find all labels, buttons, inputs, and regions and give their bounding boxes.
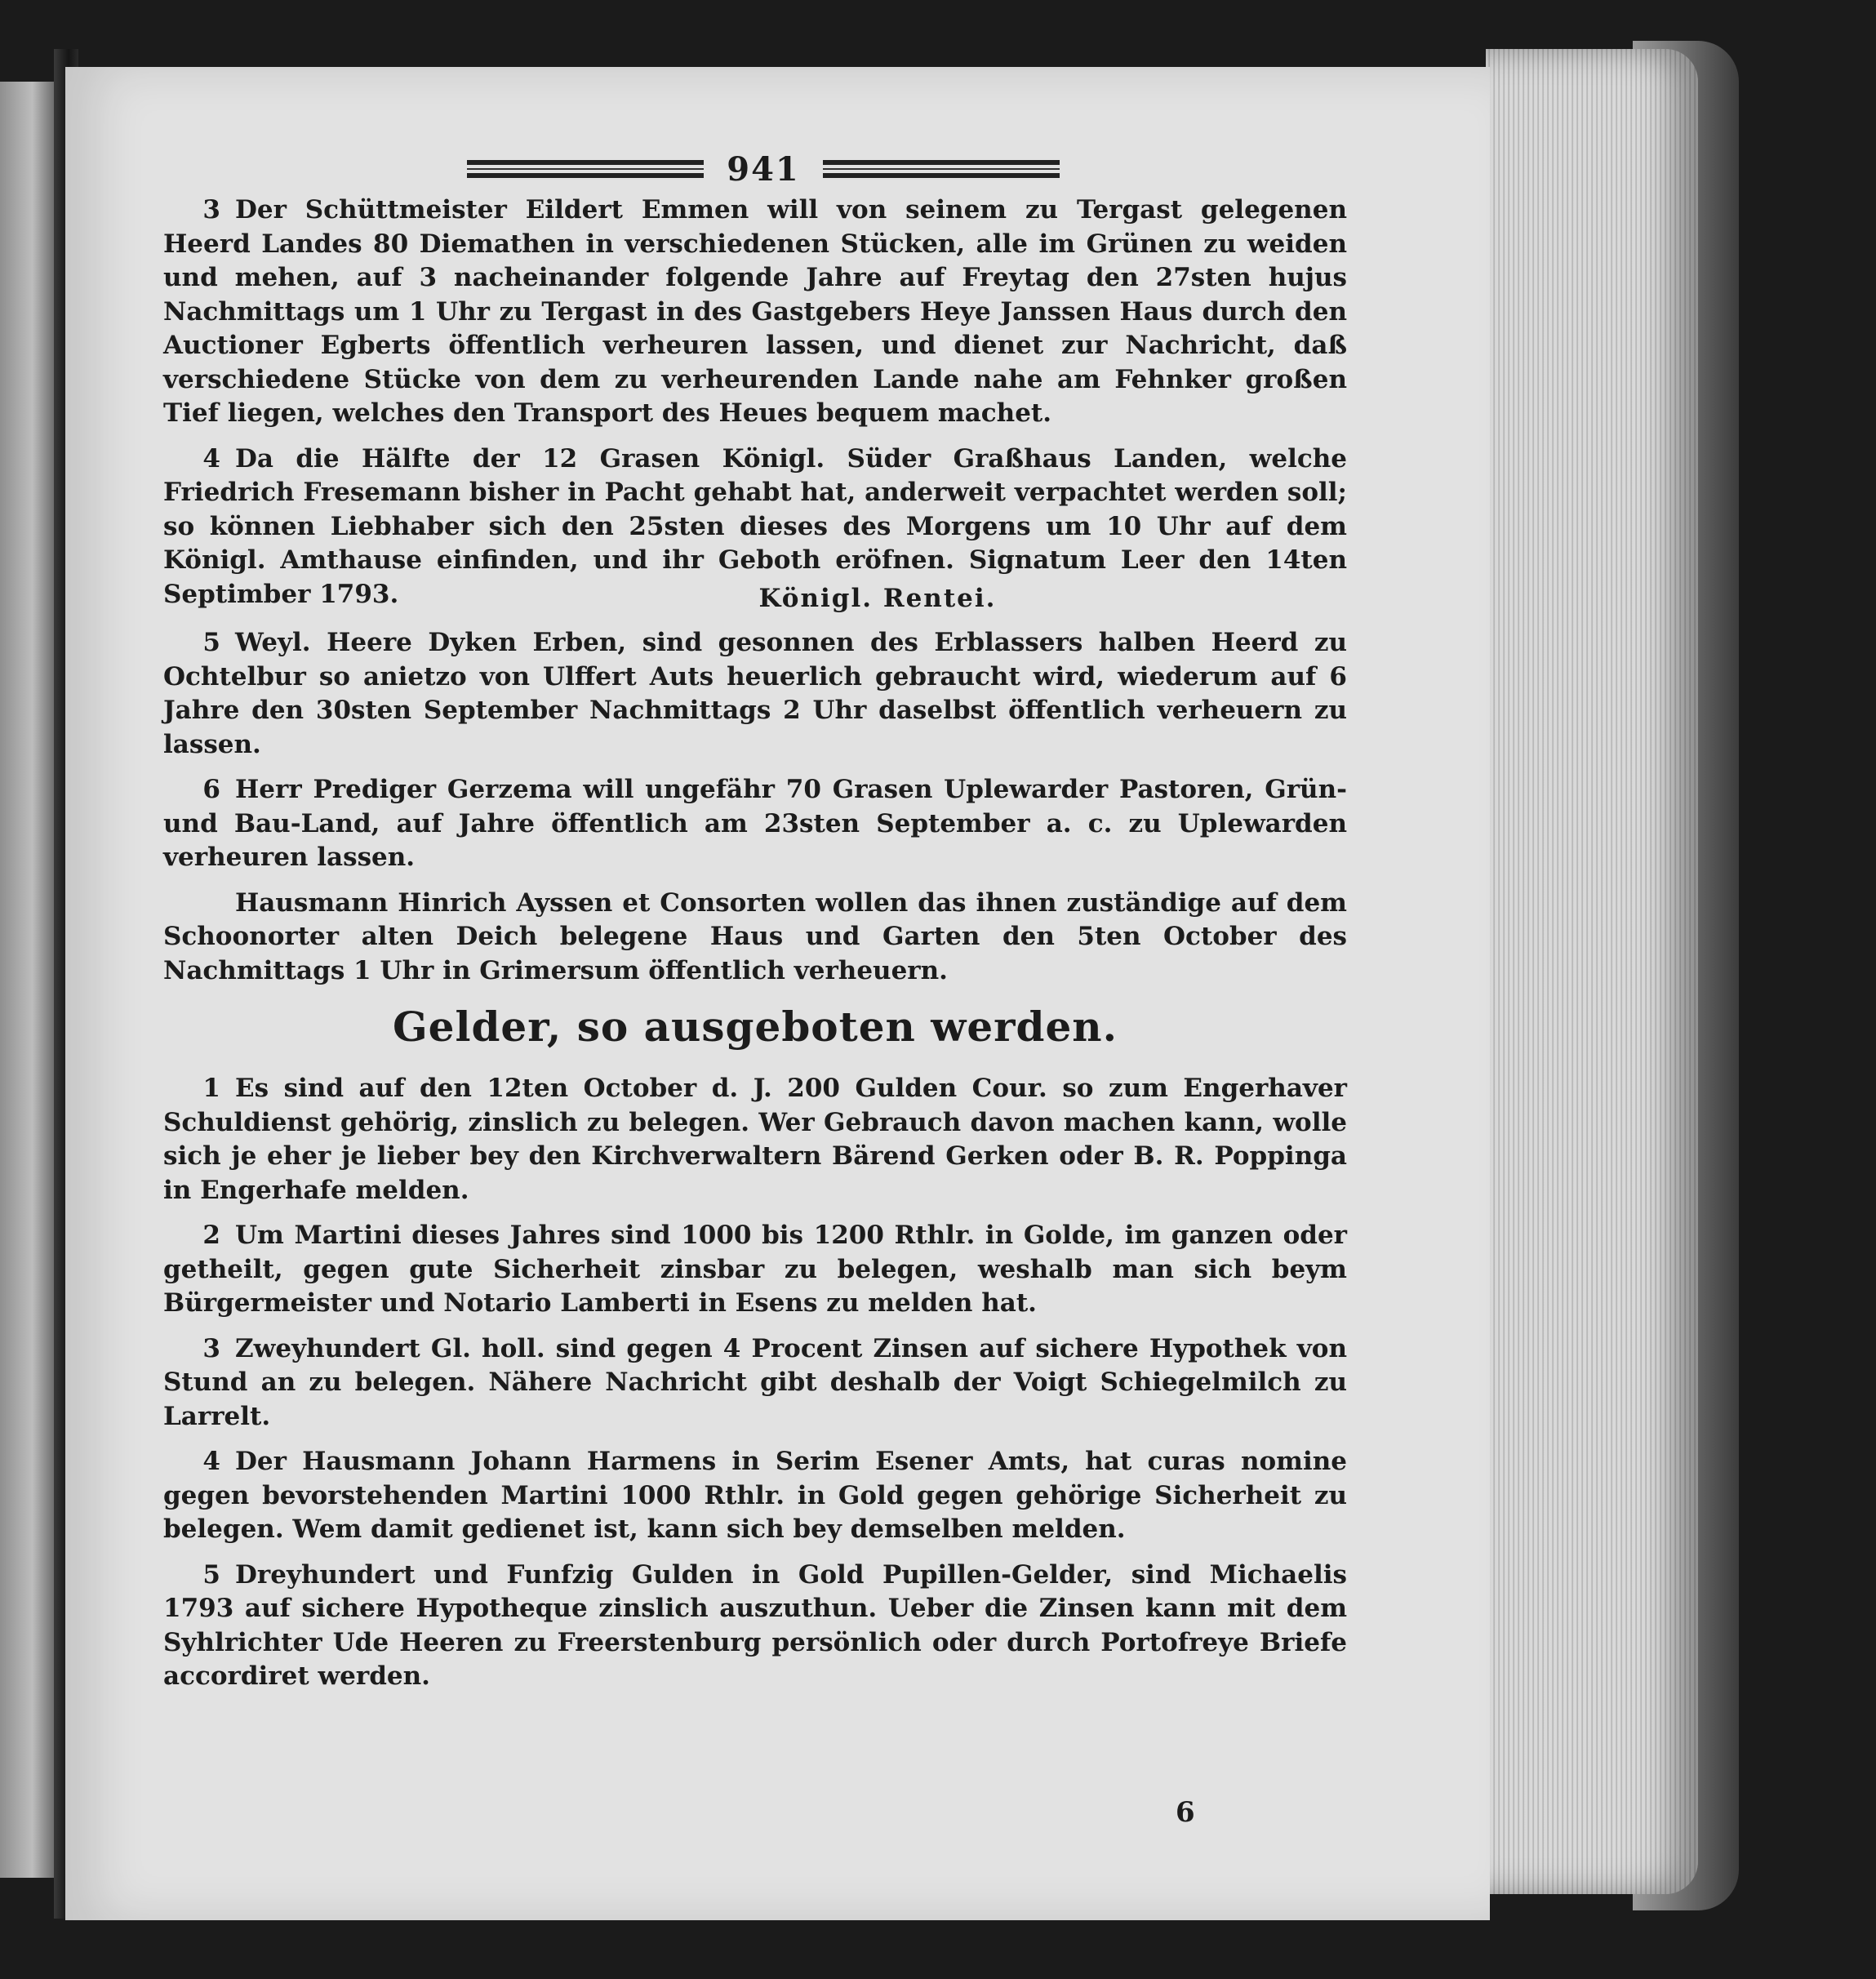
section-title: Gelder, so ausgeboten werden. (392, 1003, 1118, 1051)
money-paragraph-2 (163, 1219, 1347, 1321)
paragraph-number: 5 (202, 1559, 220, 1590)
paragraph-number: 4 (202, 443, 220, 474)
paragraph-text: Der Schüttmeister Eildert Emmen will von seinem zu Tergast gelegenen Heerd Landes 80 Diemathen in verschiedenen Stücken, alle im Grünen zu weiden und mehen, auf 3 nacheinander folgende Jahre auf Freytag den 27sten hujus Nachmittags um 1 Uhr zu Tergast in des Gastgebers Heye Janssen Haus durch den Auctioner Egberts öffentlich verheuren lassen, und dienet zur Nachricht, daß verschiedene Stücke von dem zu verheurenden Lande nahe am Fehnker großen Tief liegen, welches den Transport des Heues bequem machet. (163, 195, 1347, 428)
paragraph-5 (163, 626, 1347, 762)
paragraph-number: 1 (202, 1074, 220, 1103)
paragraph-text: Zweyhundert Gl. holl. sind gegen 4 Procent Zinsen auf sichere Hypothek von Stund an zu belegen. Nähere Nachricht gibt deshalb der Voigt Schiegelmilch zu Larrelt. (163, 1333, 1347, 1431)
paragraph-hausmann (163, 887, 1347, 989)
left-page-edge (0, 82, 54, 1878)
paragraph-number: 4 (202, 1447, 220, 1476)
header-rule-left (467, 160, 704, 178)
paragraph-number: 3 (202, 195, 220, 225)
signature-mark: 6 (1176, 1796, 1195, 1829)
paragraph-number: 2 (202, 1221, 220, 1250)
paragraph-text: Um Martini dieses Jahres sind 1000 bis 1200 Rthlr. in Golde, im ganzen oder getheilt, gegen gute Sicherheit zinsbar zu belegen, weshalb man sich beym Bürgermeister und Notario Lamberti in Esens zu melden hat. (163, 1221, 1347, 1318)
money-paragraph-4 (163, 1445, 1347, 1547)
paragraph-number: 5 (202, 628, 220, 657)
paragraph-3 (163, 193, 1347, 431)
page-stack-edge (1486, 49, 1698, 1894)
paragraph-text: Herr Prediger Gerzema will ungefähr 70 Grasen Uplewarder Pastoren, Grün- und Bau-Land, auf Jahre öffentlich am 23sten September a. c. zu Uplewarden verheuren lassen. (163, 775, 1347, 872)
paragraph-text: Hausmann Hinrich Ayssen et Consorten wollen das ihnen zuständige auf dem Schoonorter alten Deich belegene Haus und Garten den 5ten October des Nachmittags 1 Uhr in Grimersum öffentlich verheuern. (163, 887, 1347, 985)
money-paragraph-1 (163, 1072, 1347, 1207)
paragraph-text: Weyl. Heere Dyken Erben, sind gesonnen des Erblassers halben Heerd zu Ochtelbur so anietzo von Ulffert Auts heuerlich gebraucht wird, wiederum auf 6 Jahre den 30sten September Nachmittags 2 Uhr daselbst öffentlich verheuern zu lassen. (163, 628, 1347, 759)
page-header (180, 145, 1347, 193)
money-paragraph-3 (163, 1332, 1347, 1434)
paragraph-text: Der Hausmann Johann Harmens in Serim Esener Amts, hat curas nomine gegen bevorstehenden Martini 1000 Rthlr. in Gold gegen gehörige Sicherheit zu belegen. Wem damit gedienet ist, kann sich bey demselben melden. (163, 1447, 1347, 1544)
signature-line: Königl. Rentei. (758, 584, 997, 613)
header-rule-right (823, 160, 1060, 178)
page-content (163, 145, 1347, 1705)
page-number: 941 (727, 149, 800, 189)
paragraph-text: Es sind auf den 12ten October d. J. 200 Gulden Cour. so zum Engerhaver Schuldienst gehörig, zinslich zu belegen. Wer Gebrauch davon machen kann, wolle sich je eher je lieber bey den Kirchverwaltern Bärend Gerken oder B. R. Poppinga in Engerhafe melden. (163, 1074, 1347, 1205)
paragraph-number: 3 (202, 1333, 220, 1363)
paragraph-number: 6 (202, 775, 220, 804)
money-paragraph-5 (163, 1559, 1347, 1694)
paragraph-text: Da die Hälfte der 12 Grasen Königl. Süder Graßhaus Landen, welche Friedrich Fresemann bisher in Pacht gehabt hat, anderweit verpachtet werden soll; so können Liebhaber sich den 25sten dieses des Morgens um 10 Uhr auf dem Königl. Amthause einfinden, und ihr Geboth eröfnen. Signatum Leer den 14ten Septimber 1793. (163, 443, 1347, 609)
paragraph-6 (163, 773, 1347, 875)
book-page (65, 67, 1490, 1920)
paragraph-text: Dreyhundert und Funfzig Gulden in Gold Pupillen-Gelder, sind Michaelis 1793 auf sichere Hypotheque zinslich auszuthun. Ueber die Zinsen kann mit dem Syhlrichter Ude Heeren zu Freerstenburg persönlich oder durch Portofreye Briefe accordiret werden. (163, 1559, 1347, 1691)
